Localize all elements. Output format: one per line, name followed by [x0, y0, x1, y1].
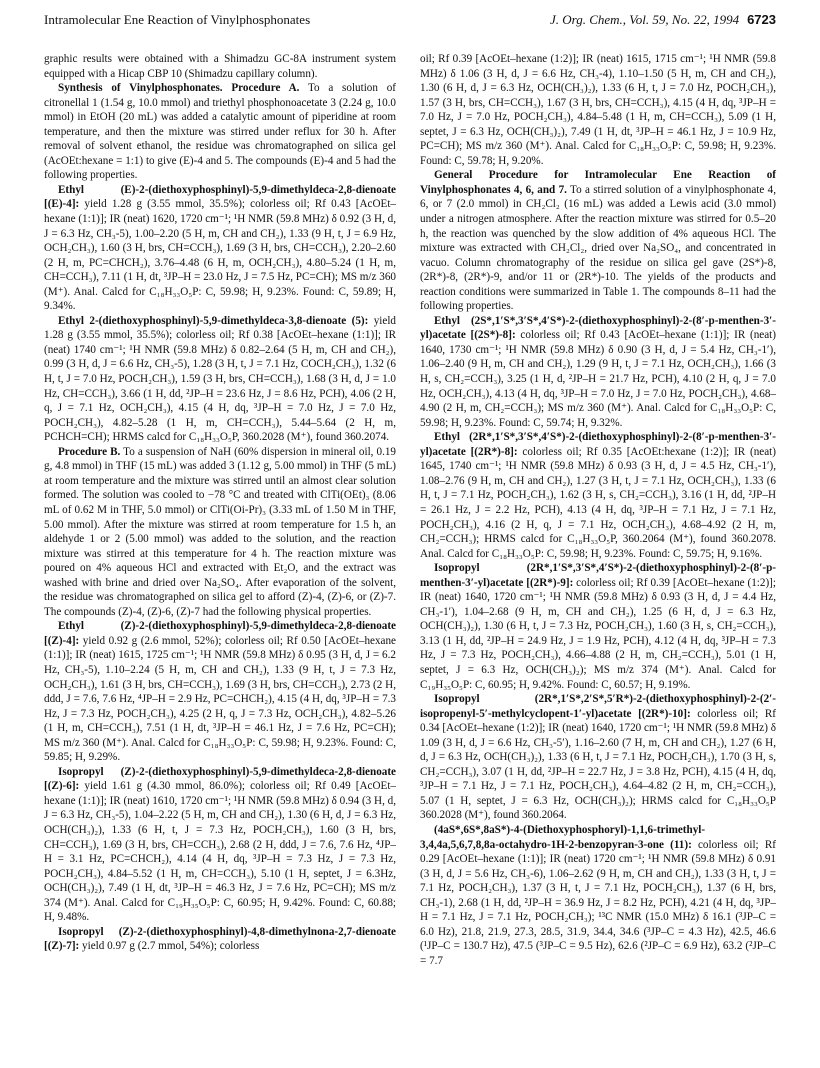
journal-citation: [550, 12, 776, 28]
compound-heading: Isopropyl (2R*,1′S*,2′S*,5′R*)-2-(diethoxyphosphinyl)-2-(2′-isopropenyl-5′-methylcyclopent-1′-yl)acetate [(2R*)-10]:: [420, 693, 776, 720]
section-heading: Synthesis of Vinylphosphonates. Procedure A.: [58, 82, 300, 95]
compound-heading: Ethyl 2-(diethoxyphosphinyl)-5,9-dimethyldeca-3,8-dienoate (5):: [58, 314, 369, 327]
running-header: [44, 12, 776, 30]
compound-heading: Ethyl (2S*,1′S*,3′S*,4′S*)-2-(diethoxyphosphinyl)-2-(8′-p-menthen-3′-yl)acetate [(2S*)-8]:: [420, 314, 776, 342]
section-heading: Procedure B.: [58, 445, 121, 458]
paragraph: oil; Rf 0.39 [AcOEt–hexane (1:2)]; IR (neat) 1615, 1715 cm⁻¹; ¹H NMR (59.8 MHz) δ 1.06 (3 H, d, J = 6.6 Hz, CH₃-4), 1.10–1.50 (5 H, m, CH and CH₂), 1.30 (6 H, d, J = 6.3 Hz, OCH(CH₃)₂), 1.33 (6 H, t, J = 7.0 Hz, POCH₂CH₃), 1.57 (3 H, brs, CH=CCH₃), 1.67 (3 H, brs, CH=CCH₃), 4.15 (4 H, dq, ³JP–H = 7.0 Hz, J = 7.0 Hz, POCH₂CH₃), 4.84–5.48 (1 H, m, CH=CCH₃), 5.09 (1 H, septet, J = 6.3 Hz, OCH(CH₃)₂), 7.49 (1 H, dt, ³JP–H = 46.1 Hz, J = 10.9 Hz, PC=CH); MS m/z 360 (M⁺). Anal. Calcd for C₁₈H₃₃O₅P: C, 59.98; H, 9.23%. Found: C, 59.78; H, 9.20%.: [420, 53, 776, 167]
paragraph: Isopropyl (2R*,1′S*,2′S*,5′R*)-2-(diethoxyphosphinyl)-2-(2′-isopropenyl-5′-methylcyclopent-1′-yl)acetate [(2R*)-10]: colorless oil; Rf 0.34 [AcOEt–hexane (1:2)]; IR (neat) 1640, 1720 cm⁻¹; ¹H NMR (59.8 MHz) δ 1.09 (3 H, d, J = 6.6 Hz, CH₃-5′), 1.16–2.60 (7 H, m, CH and CH₂), 1.27 (6 H, d, J = 6.3 Hz, OCH(CH₃)₂), 1.33 (6 H, t, J = 7.1 Hz, POCH₂CH₃), 1.70 (3 H, s, CH₂=CCH₃), 3.07 (1 H, dd, ²JP–H = 22.7 Hz, J = 3.8 Hz, PCH), 4.15 (4 H, dq, ³JP–H = 7.1 Hz, J = 7.1 Hz, POCH₂CH₃), 4.64–4.82 (2 H, m, CH₂=CCH₃), 5.07 (1 H, septet, J = 6.3 Hz, OCH(CH₃)₂); HRMS calcd for C₁₈H₃₃O₅P 360.2028 (M⁺), found 360.2064.: [420, 693, 776, 822]
paragraph: Procedure B. To a suspension of NaH (60% dispersion in mineral oil, 0.19 g, 4.8 mmol) in THF (15 mL) was added 3 (1.12 g, 5.00 mmol) in THF (5 mL) at room temperature and the mixture was stirred until an almost clear solution formed. The solution was cooled to −78 °C and treated with ClTi(OEt)₃ (8.06 mL of 0.62 M in THF, 5.0 mmol) or ClTi(Oi-Pr)₃ (3.33 mL of 1.50 M in THF, 5.00 mmol). After the mixture was stirred at room temperature for 1.5 h, an aldehyde 1 or 2 (5.00 mmol) was added to the solution, and the reaction mixture was stirred at this temperature for 4 h. The reaction mixture was poured on 4% aqueous HCl and extracted with Et₂O, and the extract was washed with brine and dried over Na₂SO₄. After evaporation of the solvent, the residue was chromatographed on silica gel to afford (Z)-4, (Z)-6, or (Z)-7. The compounds (Z)-4, (Z)-6, (Z)-7 had the following physical properties.: [44, 445, 396, 618]
paragraph: Isopropyl (2R*,1′S*,3′S*,4′S*)-2-(diethoxyphosphinyl)-2-(8′-p-menthen-3′-yl)acetate [(2R*)-9]: colorless oil; Rf 0.39 [AcOEt–hexane (1:2)]; IR (neat) 1640, 1720 cm⁻¹; ¹H NMR (59.8 MHz) δ 0.93 (3 H, d, J = 4.4 Hz, CH₃-1′), 1.04–2.68 (9 H, m, CH and CH₂), 1.25 (6 H, d, J = 6.3 Hz, OCH(CH₃)₂), 1.30 (6 H, t, J = 7.3 Hz, POCH₂CH₃), 1.60 (3 H, s, CH₂=CCH₃), 3.13 (1 H, dd, ²JP–H = 24.9 Hz, J = 1.9 Hz, PCH), 4.12 (4 H, dq, ³JP–H = 7.3 Hz, J = 7.3 Hz, POCH₂CH₃), 4.66–4.88 (2 H, m, CH₂=CCH₃), 5.01 (1 H, septet, J = 6.3 Hz, OCH(CH₃)₂); MS m/z 374 (M⁺). Anal. Calcd for C₁₉H₃₅O₅P: C, 60.95; H, 9.42%. Found: C, 60.57; H, 9.19%.: [420, 562, 776, 691]
paragraph: Isopropyl (Z)-2-(diethoxyphosphinyl)-4,8-dimethylnona-2,7-dienoate [(Z)-7]: yield 0.97 g (2.7 mmol, 54%); colorless: [44, 925, 396, 953]
compound-heading: Ethyl (Z)-2-(diethoxyphosphinyl)-5,9-dimethyldeca-2,8-dienoate [(Z)-4]:: [44, 620, 396, 647]
paragraph: graphic results were obtained with a Shimadzu GC-8A instrument system equipped with a Hicap CBP 10 (Shimadzu capillary column).: [44, 53, 396, 80]
paragraph: Ethyl 2-(diethoxyphosphinyl)-5,9-dimethyldeca-3,8-dienoate (5): yield 1.28 g (3.55 mmol, 35.5%); colorless oil; Rf 0.38 [AcOEt–hexane (1:1)]; IR (neat) 1740 cm⁻¹; ¹H NMR (59.8 MHz) δ 0.82–2.64 (5 H, m, CH and CH₂), 0.99 (3 H, d, J = 6.6 Hz, CH₃-5), 1.28 (3 H, t, J = 7.1 Hz, COCH₂CH₃), 1.32 (6 H, t, J = 7.0 Hz, POCH₂CH₃), 1.59 (3 H, brs, CH=CCH₃), 1.68 (3 H, d, J = 1.0 Hz, CH=CCH₃), 3.66 (1 H, dd, ²JP–H = 23.6 Hz, J = 8.6 Hz, PCH), 4.06 (2 H, q, J = 7.1 Hz, OCH₂CH₃), 4.15 (4 H, dq, ³JP–H = 7.0 Hz, J = 7.0 Hz, POCH₂CH₃), 4.82–5.28 (1 H, m, CH=CCH₃), 5.44–5.64 (2 H, m, PCHCH=CH); HRMS calcd for C₁₈H₃₃O₅P, 360.2028 (M⁺), found 360.2074.: [44, 314, 397, 444]
compound-heading: (4aS*,6S*,8aS*)-4-(Diethoxyphosphoryl)-1,1,6-trimethyl-3,4,4a,5,6,7,8,8a-octahydro-1H-2-benzopyran-3-one (11):: [420, 823, 706, 851]
page-number: 6723: [747, 12, 776, 27]
running-title: Intramolecular Ene Reaction of Vinylphosphonates: [44, 12, 311, 27]
compound-heading: Isopropyl (Z)-2-(diethoxyphosphinyl)-5,9-dimethyldeca-2,8-dienoate [(Z)-6]:: [44, 765, 396, 793]
paragraph: General Procedure for Intramolecular Ene Reaction of Vinylphosphonates 4, 6, and 7. To a stirred solution of a vinylphosphonate 4, 6, or 7 (2.0 mmol) in CH₂Cl₂ (16 mL) was added a Lewis acid (3.0 mmol) under a nitrogen atmosphere. After the reaction mixture was stirred for 0.5–20 h, the reaction was quenched by the slow addition of 4% aqueous HCl. The mixture was extracted with CH₂Cl₂, dried over Na₂SO₄, and concentrated in vacuo. Column chromatography of the residue on silica gel gave (2S*)-8, (2R*)-8, (2R*)-9, and/or 11 or (2R*)-10. The yields of the products and reaction conditions were summarized in Table 1. The compounds 8–11 had the following properties.: [420, 169, 776, 313]
paragraph: (4aS*,6S*,8aS*)-4-(Diethoxyphosphoryl)-1,1,6-trimethyl-3,4,4a,5,6,7,8,8a-octahydro-1H-2-benzopyran-3-one (11): colorless oil; Rf 0.29 [AcOEt–hexane (1:1)]; IR (neat) 1720 cm⁻¹; ¹H NMR (59.8 MHz) δ 0.91 (3 H, d, J = 5.6 Hz, CH₃-6), 1.06–2.62 (9 H, m, CH and CH₂), 1.33 (3 H, t, J = 7.1 Hz, POCH₂CH₃), 1.37 (3 H, t, J = 7.1 Hz, POCH₂CH₃), 1.37 (6 H, brs, CH₃-1), 2.68 (1 H, dd, ²JP–H = 36.9 Hz, J = 8.2 Hz, PCH), 4.21 (4 H, dq, ³JP–H = 7.1 Hz, J = 7.1 Hz, POCH₂CH₃); ¹³C NMR (15.0 MHz) δ 16.1 (³JP–C = 6.0 Hz), 21.8, 21.9, 27.3, 28.5, 31.9, 34.4, 34.6 (³JP–C = 4.3 Hz), 42.5, 46.6 (¹JP–C = 130.7 Hz), 47.5 (³JP–C = 9.5 Hz), 62.6 (²JP–C = 6.9 Hz), 63.2 (²JP–C = 7.7: [420, 823, 776, 967]
compound-heading: Ethyl (2R*,1′S*,3′S*,4′S*)-2-(diethoxyphosphinyl)-2-(8′-p-menthen-3′-yl)acetate [(2R*)-8]:: [420, 431, 776, 458]
paragraph: Synthesis of Vinylphosphonates. Procedure A. To a solution of citronellal 1 (1.54 g, 10.0 mmol) and triethyl phosphonoacetate 3 (2.24 g, 10.0 mmol) in EtOH (20 mL) was added a catalytic amount of piperidine at room temperature, and then the mixture was stirred under reflux for 30 h. After removal of solvent ethanol, the residue was chromatographed on silica gel (AcOEt:hexane = 1:1) to give (E)-4 and 5. The compounds (E)-4 and 5 had the following properties.: [44, 82, 396, 182]
paragraph: Ethyl (E)-2-(diethoxyphosphinyl)-5,9-dimethyldeca-2,8-dienoate [(E)-4]: yield 1.28 g (3.55 mmol, 35.5%); colorless oil; Rf 0.43 [AcOEt–hexane (1:1)]; IR (neat) 1620, 1720 cm⁻¹; ¹H NMR (59.8 MHz) δ 0.92 (3 H, d, J = 6.3 Hz, CH₃-5), 1.00–2.20 (5 H, m, CH and CH₂), 1.33 (9 H, t, J = 6.9 Hz, OCH₂CH₃), 1.60 (3 H, brs, CH=CCH₃), 1.69 (3 H, brs, CH=CCH₃), 2.20–2.60 (2 H, m, PC=CHCH₂), 3.76–4.48 (6 H, m, OCH₂CH₃), 4.80–5.24 (1 H, m, CH=CCH₃), 7.11 (1 H, dt, ³JP–H = 23.0 Hz, J = 7.5 Hz, PC=CH); MS m/z 360 (M⁺). Anal. Calcd for C₁₈H₃₃O₅P: C, 59.98; H, 9.23%. Found: C, 59.89; H, 9.34%.: [44, 183, 396, 313]
compound-heading: Ethyl (E)-2-(diethoxyphosphinyl)-5,9-dimethyldeca-2,8-dienoate [(E)-4]:: [44, 183, 396, 211]
paragraph: Ethyl (2S*,1′S*,3′S*,4′S*)-2-(diethoxyphosphinyl)-2-(8′-p-menthen-3′-yl)acetate [(2S*)-8]: colorless oil; Rf 0.43 [AcOEt–hexane (1:1)]; IR (neat) 1640, 1730 cm⁻¹; ¹H NMR (59.8 MHz) δ 0.90 (3 H, d, J = 5.4 Hz, CH₃-1′), 1.06–2.40 (9 H, m, CH and CH₂), 1.29 (9 H, t, J = 7.1 Hz, OCH₂CH₃), 1.66 (3 H, s, CH₂=CCH₃), 3.25 (1 H, d, ²JP–H = 21.7 Hz, PCH), 4.10 (2 H, q, J = 7.0 Hz, OCH₂CH₃), 4.13 (4 H, dq, ³JP–H = 7.0 Hz, J = 7.0 Hz, POCH₂CH₃), 4.68–4.90 (2 H, m, CH₂=CCH₃); MS m/z 360 (M⁺). Anal. Calcd for C₁₈H₃₃O₅P: C, 59.98; H, 9.23%. Found: C, 59.74; H, 9.32%.: [420, 314, 776, 429]
section-heading: General Procedure for Intramolecular Ene Reaction of Vinylphosphonates 4, 6, and 7.: [420, 169, 776, 196]
paragraph: Ethyl (Z)-2-(diethoxyphosphinyl)-5,9-dimethyldeca-2,8-dienoate [(Z)-4]: yield 0.92 g (2.6 mmol, 52%); colorless oil; Rf 0.50 [AcOEt–hexane (1:1)]; IR (neat) 1615, 1725 cm⁻¹; ¹H NMR (59.8 MHz) δ 0.95 (3 H, d, J = 6.2 Hz, CH₃-5), 1.10–2.24 (5 H, m, CH and CH₂), 1.33 (9 H, t, J = 7.3 Hz, OCH₂CH₃), 1.61 (3 H, brs, CH=CCH₃), 1.69 (3 H, brs, CH=CCH₃), 2.73 (2 H, ddd, J = 7.6, 7.6 Hz, ⁴JP–H = 2.9 Hz, PC=CHCH₂), 4.15 (4 H, dq, ³JP–H = 7.3 Hz, J = 7.3 Hz, POCH₂CH₃), 4.25 (2 H, q, J = 7.3 Hz, OCH₂CH₃), 4.82–5.26 (1 H, m, CH=CCH₃), 7.51 (1 H, dt, ³JP–H = 46.1 Hz, J = 7.6 Hz, PC=CH); MS m/z 360 (M⁺). Anal. Calcd for C₁₈H₃₃O₅P: C, 59.98; H, 9.23%. Found: C, 59.85; H, 9.29%.: [44, 620, 396, 764]
compound-heading: Isopropyl (Z)-2-(diethoxyphosphinyl)-4,8-dimethylnona-2,7-dienoate [(Z)-7]:: [44, 925, 396, 953]
right-column: [420, 52, 776, 968]
paragraph: Ethyl (2R*,1′S*,3′S*,4′S*)-2-(diethoxyphosphinyl)-2-(8′-p-menthen-3′-yl)acetate [(2R*)-8]: colorless oil; Rf 0.35 [AcOEt:hexane (1:2)]; IR (neat) 1645, 1740 cm⁻¹; ¹H NMR (59.8 MHz) δ 0.93 (3 H, d, J = 4.5 Hz, CH₃-1′), 1.08–2.76 (9 H, m, CH and CH₂), 1.27 (3 H, t, J = 7.1 Hz, OCH₂CH₃), 1.33 (6 H, t, J = 7.1 Hz, POCH₂CH₃), 1.62 (3 H, s, CH₂=CCH₃), 3.16 (1 H, dd, ²JP–H = 26.1 Hz, J = 2.2 Hz, PCH), 4.13 (4 H, dq, ³JP–H = 7.1 Hz, J = 7.1 Hz, POCH₂CH₃), 4.16 (2 H, q, J = 7.1 Hz, OCH₂CH₃), 4.68–4.92 (2 H, m, CH₂=CCH₃); HRMS calcd for C₁₈H₃₃O₅P, 360.2064 (M⁺), found 360.2078. Anal. Calcd for C₁₈H₃₃O₅P: C, 59.98; H, 9.23%. Found: C, 59.75; H, 9.16%.: [420, 431, 776, 560]
paragraph: Isopropyl (Z)-2-(diethoxyphosphinyl)-5,9-dimethyldeca-2,8-dienoate [(Z)-6]: yield 1.61 g (4.30 mmol, 86.0%); colorless oil; Rf 0.49 [AcOEt–hexane (1:1)]; IR (neat) 1610, 1720 cm⁻¹; ¹H NMR (59.8 MHz) δ 0.94 (3 H, d, J = 6.3 Hz, CH₃-5), 1.04–2.22 (5 H, m, CH and CH₂), 1.30 (6 H, d, J = 6.3 Hz, OCH(CH₃)₂), 1.33 (6 H, t, J = 7.3 Hz, POCH₂CH₃), 1.60 (3 H, brs, CH=CCH₃), 1.69 (3 H, brs, CH=CCH₃), 2.68 (2 H, ddd, J = 7.6, 7.6 Hz, ⁴JP–H = 3.1 Hz, PC=CHCH₂), 4.14 (4 H, dq, ³JP–H = 7.3 Hz, J = 7.3 Hz, POCH₂CH₃), 4.84–5.52 (1 H, m, CH=CCH₃), 5.10 (1 H, septet, J = 6.3Hz, OCH(CH₃)₂), 7.49 (1 H, dt, ³JP–H = 46.3 Hz, J = 7.6 Hz, PC=CH); MS m/z 374 (M⁺). Anal. Calcd for C₁₉H₃₅O₅P: C, 60.95; H, 9.42%. Found: C, 60.88; H, 9.48%.: [44, 765, 396, 924]
compound-heading: Isopropyl (2R*,1′S*,3′S*,4′S*)-2-(diethoxyphosphinyl)-2-(8′-p-menthen-3′-yl)acetate [(2R*)-9]:: [420, 562, 776, 589]
left-column: [44, 52, 396, 954]
journal-info: J. Org. Chem., Vol. 59, No. 22, 1994: [549, 12, 740, 27]
